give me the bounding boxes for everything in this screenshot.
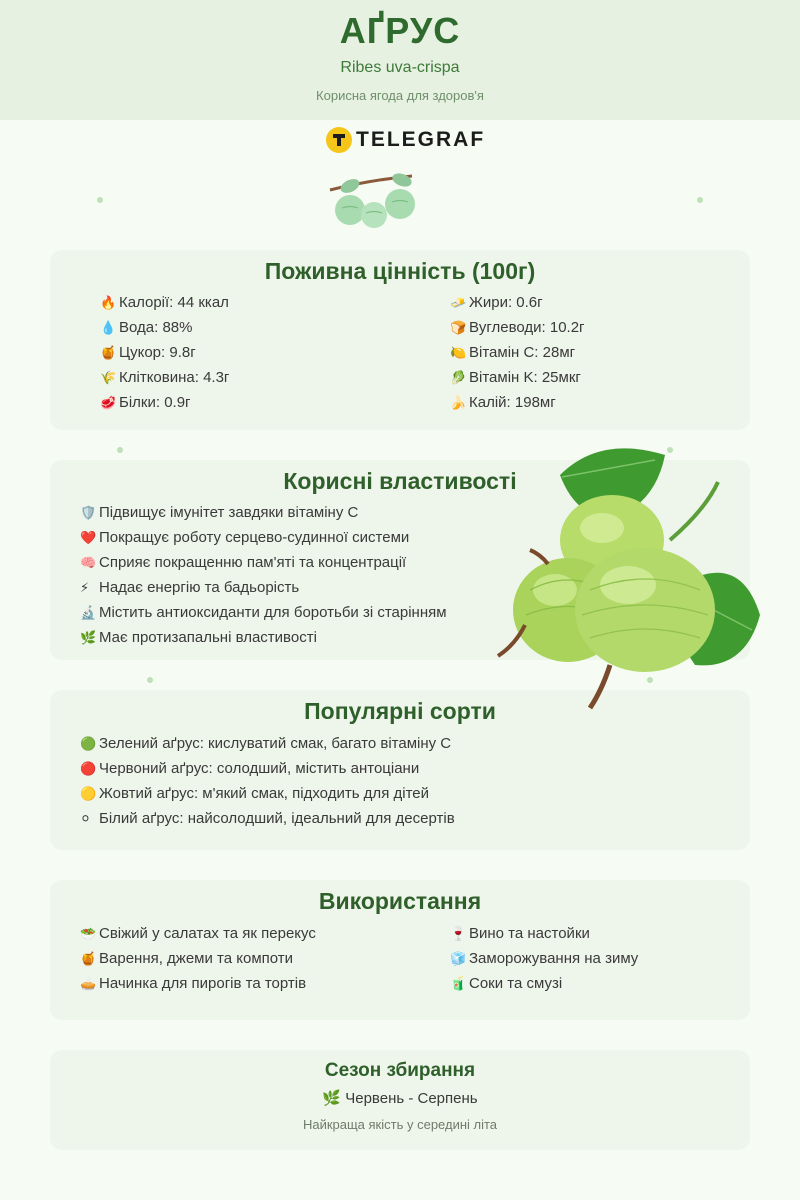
nutrition-item: 🍌 Калій: 198мг <box>450 394 556 411</box>
meat-icon: 🥩 <box>100 395 117 410</box>
nutrition-item: 🥩 Білки: 0.9г <box>100 394 191 411</box>
telegraf-logo-text: TELEGRAF <box>356 128 486 151</box>
page-subtitle: Корисна ягода для здоров'я <box>316 88 484 103</box>
brain-icon: 🧠 <box>80 555 97 570</box>
fire-icon: 🔥 <box>100 295 117 310</box>
usage-item: 🥗 Свіжий у салатах та як перекус <box>80 925 316 942</box>
telegraf-logo-mark-icon <box>326 127 352 153</box>
variety-item: 🟡 Жовтий аґрус: м'який смак, підходить для дітей <box>80 785 429 802</box>
banana-icon: 🍌 <box>450 395 467 410</box>
honey-pot-icon: 🍯 <box>80 951 97 966</box>
decor-dot <box>697 197 703 203</box>
variety-item: ⚪ Білий аґрус: найсолодший, ідеальний для десертів <box>80 810 455 827</box>
decor-dot <box>97 197 103 203</box>
microscope-icon: 🔬 <box>80 605 97 620</box>
varieties-title: Популярні сорти <box>304 698 496 724</box>
nutrition-item: 🧈 Жири: 0.6г <box>450 294 543 311</box>
herb-icon: 🌿 <box>80 630 97 645</box>
leafy-greens-icon: 🥬 <box>450 370 467 385</box>
white-circle-icon: ⚪ <box>80 811 91 826</box>
salad-icon: 🥗 <box>80 926 97 941</box>
herb-icon: 🌿 <box>322 1090 342 1107</box>
benefit-item: 🌿 Має протизапальні властивості <box>80 629 317 646</box>
pie-icon: 🥧 <box>80 976 97 991</box>
gooseberry-illustration <box>490 440 780 710</box>
nutrition-item: 🥬 Вітамін K: 25мкг <box>450 369 581 386</box>
nutrition-card <box>50 250 750 430</box>
wheat-icon: 🌾 <box>100 370 117 385</box>
lemon-icon: 🍋 <box>450 345 467 360</box>
ice-cube-icon: 🧊 <box>450 951 467 966</box>
usage-card <box>50 880 750 1020</box>
honey-pot-icon: 🍯 <box>100 345 117 360</box>
season-note: Найкраща якість у середині літа <box>302 1117 498 1132</box>
usage-item: 🥧 Начинка для пирогів та тортів <box>80 975 307 992</box>
page-title: АҐРУС <box>339 10 461 51</box>
nutrition-item: 💧 Вода: 88% <box>100 319 193 336</box>
benefit-item: ❤️ Покращує роботу серцево-судинної системи <box>80 529 410 546</box>
green-circle-icon: 🟢 <box>80 736 97 751</box>
red-circle-icon: 🔴 <box>80 761 97 776</box>
shield-icon: 🛡️ <box>80 505 97 520</box>
decor-dot <box>147 677 153 683</box>
yellow-circle-icon: 🟡 <box>80 786 97 801</box>
usage-item: 🧃 Соки та смузі <box>450 975 563 992</box>
benefit-item: 🧠 Сприяє покращенню пам'яті та концентрації <box>80 554 407 571</box>
nutrition-item: 🍯 Цукор: 9.8г <box>100 344 196 361</box>
benefits-title: Корисні властивості <box>283 468 517 494</box>
variety-item: 🟢 Зелений аґрус: кислуватий смак, багато вітаміну C <box>80 735 452 752</box>
season-period: 🌿 Червень - Серпень <box>322 1090 478 1107</box>
bread-icon: 🍞 <box>450 320 467 335</box>
decor-dot <box>117 447 123 453</box>
usage-item: 🍯 Варення, джеми та компоти <box>80 950 294 967</box>
nutrition-title: Поживна цінність (100г) <box>264 258 536 284</box>
benefit-item: 🛡️ Підвищує імунітет завдяки вітаміну C <box>80 504 359 521</box>
nutrition-item: 🍋 Вітамін C: 28мг <box>450 344 576 361</box>
butter-icon: 🧈 <box>450 295 467 310</box>
nutrition-item: 🔥 Калорії: 44 ккал <box>100 294 229 311</box>
benefit-item: 🔬 Містить антиоксиданти для боротьби зі старінням <box>80 604 447 621</box>
droplet-icon: 💧 <box>100 320 117 335</box>
berry-branch-icon <box>320 168 430 238</box>
season-title: Сезон збирання <box>324 1060 476 1081</box>
nutrition-item: 🌾 Клітковина: 4.3г <box>100 369 230 386</box>
header-banner <box>0 0 800 120</box>
varieties-card <box>50 690 750 850</box>
usage-item: 🧊 Заморожування на зиму <box>450 950 639 967</box>
nutrition-item: 🍞 Вуглеводи: 10.2г <box>450 319 585 336</box>
wine-glass-icon: 🍷 <box>450 926 467 941</box>
benefit-item: ⚡ Надає енергію та бадьорість <box>80 579 300 596</box>
juice-box-icon: 🧃 <box>450 976 467 991</box>
season-card <box>50 1050 750 1150</box>
heart-icon: ❤️ <box>80 530 97 545</box>
telegraf-logo[interactable] <box>326 126 485 154</box>
latin-name: Ribes uva-crispa <box>340 59 460 76</box>
usage-item: 🍷 Вино та настойки <box>450 925 590 942</box>
variety-item: 🔴 Червоний аґрус: солодший, містить антоціани <box>80 760 420 777</box>
lightning-icon: ⚡ <box>80 580 90 595</box>
usage-title: Використання <box>318 888 482 914</box>
